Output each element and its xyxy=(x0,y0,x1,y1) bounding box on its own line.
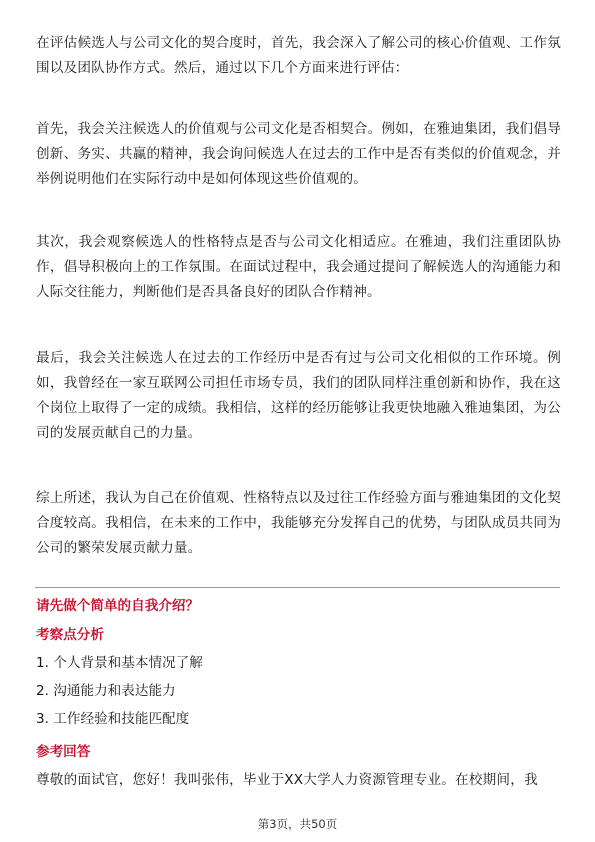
paragraph-intro: 在评估候选人与公司文化的契合度时，首先，我会深入了解公司的核心价值观、工作氛围以及团队协作方式。然后，通过以下几个方面来进行评估： xyxy=(36,35,561,76)
paragraph-experience: 最后，我会关注候选人在过去的工作经历中是否有过与公司文化相似的工作环境。例如，我曾经在一家互联网公司担任市场专员，我们的团队同样注重创新和协作，我在这个岗位上取得了一定的成绩。我相信，这样的经历能够让我更快地融入雅迪集团，为公司的发展贡献自己的力量。 xyxy=(36,350,561,441)
analysis-item: 3. 工作经验和技能匹配度 xyxy=(36,711,190,727)
question-title: 请先做个简单的自我介绍？ xyxy=(36,598,200,614)
paragraph-summary: 综上所述，我认为自己在价值观、性格特点以及过往工作经验方面与雅迪集团的文化契合度较高。我相信，在未来的工作中，我能够充分发挥自己的优势，与团队成员共同为公司的繁荣发展贡献力量。 xyxy=(36,490,561,556)
answer-text: 尊敬的面试官，您好！我叫张伟，毕业于XX大学人力资源管理专业。在校期间，我 xyxy=(36,772,538,788)
paragraph-values: 首先，我会关注候选人的价值观与公司文化是否相契合。例如，在雅迪集团，我们倡导创新、务实、共赢的精神，我会询问候选人在过去的工作中是否有类似的价值观念，并举例说明他们在实际行动中是如何体现这些价值观的。 xyxy=(36,121,561,187)
analysis-heading: 考察点分析 xyxy=(36,627,104,643)
page-footer: 第3页，共50页 xyxy=(257,817,338,831)
answer-heading: 参考回答 xyxy=(36,744,91,760)
analysis-item: 2. 沟通能力和表达能力 xyxy=(36,683,176,699)
paragraph-personality: 其次，我会观察候选人的性格特点是否与公司文化相适应。在雅迪，我们注重团队协作，倡导积极向上的工作氛围。在面试过程中，我会通过提问了解候选人的沟通能力和人际交往能力，判断他们是否具备良好的团队合作精神。 xyxy=(36,234,561,300)
analysis-item: 1. 个人背景和基本情况了解 xyxy=(36,655,203,671)
section-divider xyxy=(35,587,560,588)
